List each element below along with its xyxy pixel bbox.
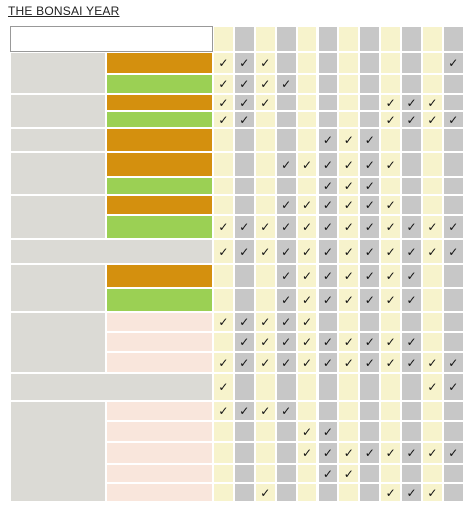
check-mark: ✓ <box>380 215 401 239</box>
row-subtype-label <box>106 421 213 442</box>
month-cell <box>422 264 443 288</box>
check-mark: ✓ <box>255 74 276 94</box>
check-mark: ✓ <box>401 288 422 312</box>
check-mark: ✓ <box>359 128 380 152</box>
check-mark: ✓ <box>422 111 443 128</box>
month-cell <box>443 483 464 502</box>
check-mark: ✓ <box>401 239 422 264</box>
check-mark: ✓ <box>401 442 422 464</box>
check-mark: ✓ <box>255 332 276 352</box>
row-subtype-label <box>106 152 213 177</box>
category-label <box>10 128 106 152</box>
month-cell <box>380 128 401 152</box>
check-mark: ✓ <box>213 215 234 239</box>
check-mark: ✓ <box>380 152 401 177</box>
month-cell <box>297 483 318 502</box>
month-cell <box>338 94 359 111</box>
month-header <box>234 26 255 52</box>
month-cell <box>443 312 464 332</box>
check-mark: ✓ <box>297 195 318 215</box>
month-cell <box>443 128 464 152</box>
month-cell <box>255 264 276 288</box>
check-mark: ✓ <box>380 239 401 264</box>
month-cell <box>318 401 339 421</box>
check-mark: ✓ <box>380 195 401 215</box>
month-cell <box>443 152 464 177</box>
check-mark: ✓ <box>234 111 255 128</box>
month-cell <box>359 373 380 401</box>
month-cell <box>422 152 443 177</box>
month-cell <box>213 177 234 195</box>
check-mark: ✓ <box>297 312 318 332</box>
month-cell <box>422 177 443 195</box>
month-cell <box>443 177 464 195</box>
month-cell <box>422 401 443 421</box>
check-mark: ✓ <box>213 52 234 74</box>
month-cell <box>234 442 255 464</box>
check-mark: ✓ <box>213 352 234 373</box>
check-mark: ✓ <box>318 239 339 264</box>
check-mark: ✓ <box>359 195 380 215</box>
month-cell <box>234 373 255 401</box>
check-mark: ✓ <box>297 215 318 239</box>
check-mark: ✓ <box>255 312 276 332</box>
month-cell <box>443 74 464 94</box>
check-mark: ✓ <box>318 215 339 239</box>
month-cell <box>401 401 422 421</box>
check-mark: ✓ <box>443 352 464 373</box>
month-cell <box>276 483 297 502</box>
month-cell <box>318 94 339 111</box>
row-subtype-label <box>106 332 213 352</box>
month-cell <box>380 401 401 421</box>
check-mark: ✓ <box>443 111 464 128</box>
check-mark: ✓ <box>380 483 401 502</box>
check-mark: ✓ <box>401 215 422 239</box>
month-cell <box>338 312 359 332</box>
month-header <box>401 26 422 52</box>
category-label <box>10 264 106 312</box>
check-mark: ✓ <box>297 152 318 177</box>
month-cell <box>401 177 422 195</box>
check-mark: ✓ <box>338 442 359 464</box>
check-mark: ✓ <box>443 215 464 239</box>
month-cell <box>443 421 464 442</box>
month-cell <box>401 195 422 215</box>
month-cell <box>276 177 297 195</box>
check-mark: ✓ <box>255 215 276 239</box>
check-mark: ✓ <box>234 332 255 352</box>
month-cell <box>443 195 464 215</box>
check-mark: ✓ <box>380 288 401 312</box>
check-mark: ✓ <box>338 464 359 483</box>
check-mark: ✓ <box>276 215 297 239</box>
row-subtype-label <box>106 177 213 195</box>
category-label <box>10 94 106 128</box>
check-mark: ✓ <box>338 288 359 312</box>
check-mark: ✓ <box>422 352 443 373</box>
check-mark: ✓ <box>380 264 401 288</box>
check-mark: ✓ <box>338 332 359 352</box>
month-cell <box>234 152 255 177</box>
check-mark: ✓ <box>234 401 255 421</box>
month-cell <box>255 442 276 464</box>
check-mark: ✓ <box>443 373 464 401</box>
check-mark: ✓ <box>318 128 339 152</box>
row-subtype-label <box>106 312 213 332</box>
month-cell <box>213 421 234 442</box>
check-mark: ✓ <box>401 264 422 288</box>
month-cell <box>234 177 255 195</box>
check-mark: ✓ <box>359 177 380 195</box>
check-mark: ✓ <box>338 177 359 195</box>
row-subtype-label <box>106 195 213 215</box>
check-mark: ✓ <box>359 215 380 239</box>
month-cell <box>338 74 359 94</box>
month-cell <box>443 94 464 111</box>
month-cell <box>276 128 297 152</box>
month-header <box>213 26 234 52</box>
month-cell <box>213 464 234 483</box>
month-cell <box>255 373 276 401</box>
check-mark: ✓ <box>255 94 276 111</box>
row-subtype-label <box>106 464 213 483</box>
month-cell <box>276 94 297 111</box>
month-cell <box>318 52 339 74</box>
check-mark: ✓ <box>318 152 339 177</box>
month-cell <box>443 464 464 483</box>
month-cell <box>255 288 276 312</box>
check-mark: ✓ <box>297 288 318 312</box>
check-mark: ✓ <box>338 239 359 264</box>
month-cell <box>443 288 464 312</box>
check-mark: ✓ <box>338 264 359 288</box>
row-subtype-label <box>106 401 213 421</box>
month-cell <box>380 52 401 74</box>
month-cell <box>318 74 339 94</box>
check-mark: ✓ <box>338 215 359 239</box>
month-cell <box>213 264 234 288</box>
month-cell <box>297 111 318 128</box>
check-mark: ✓ <box>338 195 359 215</box>
month-cell <box>380 464 401 483</box>
row-subtype-label <box>106 288 213 312</box>
check-mark: ✓ <box>276 352 297 373</box>
month-header <box>443 26 464 52</box>
month-cell <box>213 483 234 502</box>
month-cell <box>297 177 318 195</box>
month-cell <box>234 288 255 312</box>
category-label <box>10 312 106 373</box>
month-cell <box>422 332 443 352</box>
check-mark: ✓ <box>422 94 443 111</box>
check-mark: ✓ <box>443 239 464 264</box>
check-mark: ✓ <box>318 464 339 483</box>
row-subtype-label <box>106 128 213 152</box>
category-label <box>10 152 106 195</box>
month-cell <box>234 128 255 152</box>
month-cell <box>234 421 255 442</box>
check-mark: ✓ <box>359 332 380 352</box>
check-mark: ✓ <box>213 111 234 128</box>
month-cell <box>338 401 359 421</box>
month-cell <box>380 373 401 401</box>
page-title: THE BONSAI YEAR <box>8 4 120 18</box>
month-cell <box>213 195 234 215</box>
check-mark: ✓ <box>276 332 297 352</box>
month-cell <box>297 401 318 421</box>
month-cell <box>297 94 318 111</box>
month-cell <box>213 332 234 352</box>
month-cell <box>401 464 422 483</box>
month-cell <box>401 52 422 74</box>
check-mark: ✓ <box>297 239 318 264</box>
check-mark: ✓ <box>255 352 276 373</box>
check-mark: ✓ <box>213 401 234 421</box>
month-cell <box>359 74 380 94</box>
month-cell <box>380 74 401 94</box>
check-mark: ✓ <box>255 483 276 502</box>
month-cell <box>255 195 276 215</box>
check-mark: ✓ <box>234 312 255 332</box>
month-cell <box>443 332 464 352</box>
category-label <box>10 52 106 94</box>
check-mark: ✓ <box>297 332 318 352</box>
month-cell <box>297 74 318 94</box>
month-cell <box>401 128 422 152</box>
month-cell <box>359 421 380 442</box>
check-mark: ✓ <box>297 421 318 442</box>
month-cell <box>380 421 401 442</box>
month-cell <box>359 401 380 421</box>
month-cell <box>213 152 234 177</box>
check-mark: ✓ <box>276 239 297 264</box>
category-label <box>10 373 213 401</box>
month-cell <box>422 74 443 94</box>
month-cell <box>276 373 297 401</box>
month-cell <box>255 464 276 483</box>
check-mark: ✓ <box>380 94 401 111</box>
category-label <box>10 401 106 502</box>
check-mark: ✓ <box>213 239 234 264</box>
check-mark: ✓ <box>359 288 380 312</box>
check-mark: ✓ <box>276 264 297 288</box>
month-header <box>359 26 380 52</box>
month-cell <box>255 128 276 152</box>
month-cell <box>422 312 443 332</box>
check-mark: ✓ <box>297 264 318 288</box>
month-cell <box>234 464 255 483</box>
check-mark: ✓ <box>276 312 297 332</box>
check-mark: ✓ <box>422 215 443 239</box>
check-mark: ✓ <box>422 239 443 264</box>
check-mark: ✓ <box>213 312 234 332</box>
month-cell <box>401 421 422 442</box>
check-mark: ✓ <box>401 94 422 111</box>
row-subtype-label <box>106 94 213 111</box>
check-mark: ✓ <box>359 152 380 177</box>
month-cell <box>443 401 464 421</box>
month-cell <box>297 464 318 483</box>
month-header <box>297 26 318 52</box>
month-cell <box>422 128 443 152</box>
month-cell <box>234 483 255 502</box>
month-cell <box>359 464 380 483</box>
check-mark: ✓ <box>401 352 422 373</box>
month-cell <box>255 111 276 128</box>
month-cell <box>359 94 380 111</box>
check-mark: ✓ <box>318 288 339 312</box>
check-mark: ✓ <box>318 332 339 352</box>
check-mark: ✓ <box>213 74 234 94</box>
month-header <box>422 26 443 52</box>
row-subtype-label <box>106 215 213 239</box>
row-subtype-label <box>106 352 213 373</box>
month-cell <box>234 195 255 215</box>
row-subtype-label <box>106 52 213 74</box>
month-cell <box>213 288 234 312</box>
month-cell <box>276 442 297 464</box>
month-cell <box>401 373 422 401</box>
month-header <box>276 26 297 52</box>
month-header <box>380 26 401 52</box>
check-mark: ✓ <box>401 332 422 352</box>
check-mark: ✓ <box>318 195 339 215</box>
month-cell <box>338 421 359 442</box>
month-cell <box>297 373 318 401</box>
check-mark: ✓ <box>443 442 464 464</box>
check-mark: ✓ <box>318 352 339 373</box>
check-mark: ✓ <box>359 352 380 373</box>
month-cell <box>318 111 339 128</box>
month-cell <box>422 464 443 483</box>
month-cell <box>422 421 443 442</box>
month-cell <box>380 177 401 195</box>
row-subtype-label <box>106 442 213 464</box>
check-mark: ✓ <box>297 442 318 464</box>
month-cell <box>297 52 318 74</box>
check-mark: ✓ <box>401 111 422 128</box>
month-cell <box>338 373 359 401</box>
check-mark: ✓ <box>276 74 297 94</box>
month-cell <box>380 312 401 332</box>
check-mark: ✓ <box>443 52 464 74</box>
check-mark: ✓ <box>213 94 234 111</box>
month-cell <box>422 288 443 312</box>
month-cell <box>338 483 359 502</box>
row-subtype-label <box>106 483 213 502</box>
check-mark: ✓ <box>401 483 422 502</box>
month-cell <box>276 421 297 442</box>
month-cell <box>338 111 359 128</box>
check-mark: ✓ <box>276 152 297 177</box>
check-mark: ✓ <box>234 215 255 239</box>
month-cell <box>213 128 234 152</box>
check-mark: ✓ <box>338 128 359 152</box>
category-label <box>10 239 213 264</box>
month-cell <box>359 483 380 502</box>
check-mark: ✓ <box>318 421 339 442</box>
header-note <box>10 26 213 52</box>
month-cell <box>422 52 443 74</box>
check-mark: ✓ <box>255 239 276 264</box>
month-cell <box>318 483 339 502</box>
month-cell <box>255 177 276 195</box>
month-cell <box>359 312 380 332</box>
check-mark: ✓ <box>380 442 401 464</box>
month-cell <box>422 195 443 215</box>
month-cell <box>276 52 297 74</box>
check-mark: ✓ <box>318 177 339 195</box>
month-cell <box>401 312 422 332</box>
month-header <box>318 26 339 52</box>
month-cell <box>297 128 318 152</box>
check-mark: ✓ <box>234 74 255 94</box>
month-cell <box>359 111 380 128</box>
check-mark: ✓ <box>359 442 380 464</box>
check-mark: ✓ <box>213 373 234 401</box>
check-mark: ✓ <box>338 352 359 373</box>
month-header <box>338 26 359 52</box>
month-cell <box>234 264 255 288</box>
month-cell <box>255 421 276 442</box>
month-cell <box>318 373 339 401</box>
check-mark: ✓ <box>234 239 255 264</box>
check-mark: ✓ <box>318 264 339 288</box>
check-mark: ✓ <box>255 52 276 74</box>
check-mark: ✓ <box>422 483 443 502</box>
check-mark: ✓ <box>234 94 255 111</box>
row-subtype-label <box>106 264 213 288</box>
check-mark: ✓ <box>359 239 380 264</box>
row-subtype-label <box>106 111 213 128</box>
check-mark: ✓ <box>380 332 401 352</box>
category-label <box>10 195 106 239</box>
month-cell <box>276 111 297 128</box>
month-cell <box>338 52 359 74</box>
check-mark: ✓ <box>276 288 297 312</box>
check-mark: ✓ <box>297 352 318 373</box>
month-cell <box>443 264 464 288</box>
check-mark: ✓ <box>422 442 443 464</box>
month-header <box>255 26 276 52</box>
row-subtype-label <box>106 74 213 94</box>
month-cell <box>213 442 234 464</box>
month-cell <box>401 152 422 177</box>
month-cell <box>401 74 422 94</box>
check-mark: ✓ <box>276 401 297 421</box>
month-cell <box>359 52 380 74</box>
month-cell <box>276 464 297 483</box>
check-mark: ✓ <box>338 152 359 177</box>
check-mark: ✓ <box>234 52 255 74</box>
check-mark: ✓ <box>234 352 255 373</box>
check-mark: ✓ <box>318 442 339 464</box>
month-cell <box>318 312 339 332</box>
check-mark: ✓ <box>380 111 401 128</box>
month-cell <box>255 152 276 177</box>
check-mark: ✓ <box>359 264 380 288</box>
check-mark: ✓ <box>422 373 443 401</box>
check-mark: ✓ <box>255 401 276 421</box>
check-mark: ✓ <box>276 195 297 215</box>
check-mark: ✓ <box>380 352 401 373</box>
